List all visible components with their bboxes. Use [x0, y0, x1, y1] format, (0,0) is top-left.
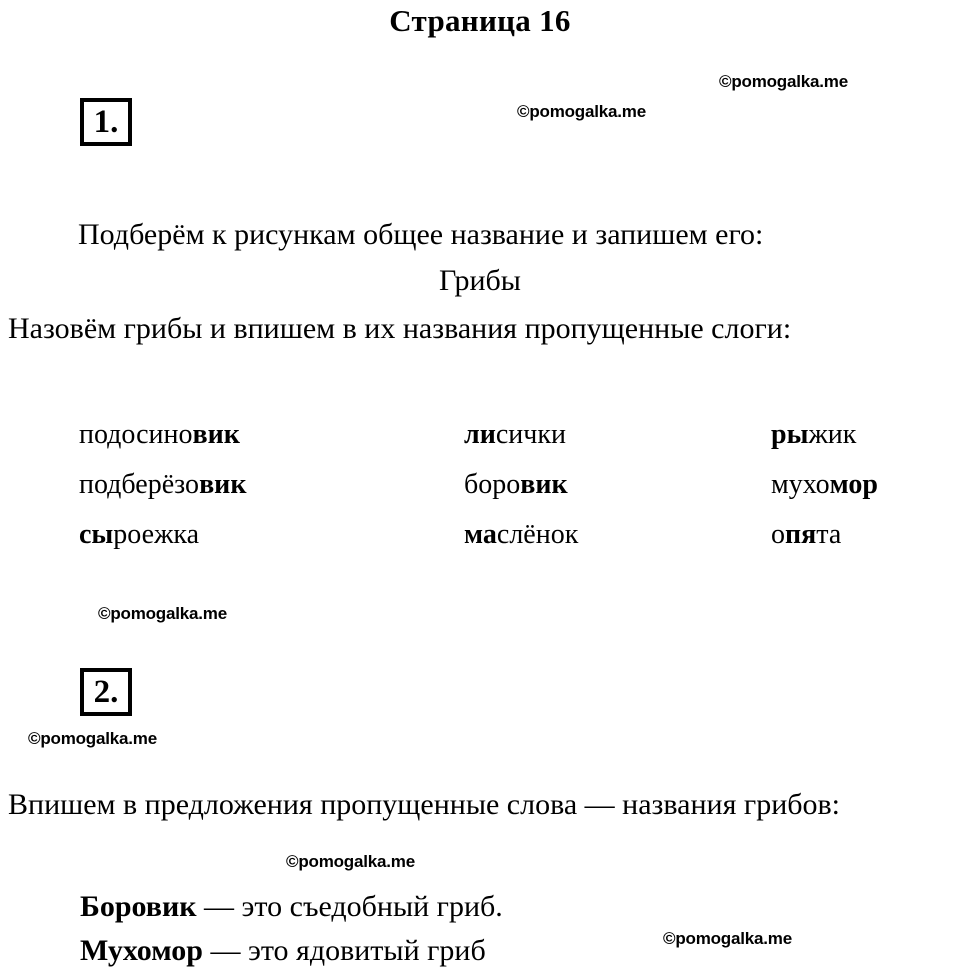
task-1-prompt-line-1: Подберём к рисункам общее название и запишем его:	[78, 218, 764, 251]
task-2-sentence: Боровик — это съедобный гриб.	[80, 890, 503, 923]
watermark: ©pomogalka.me	[286, 852, 415, 871]
word-cell: рыжик	[771, 419, 857, 450]
watermark: ©pomogalka.me	[98, 604, 227, 623]
word-cell: подберёзовик	[79, 469, 247, 500]
watermark: ©pomogalka.me	[28, 729, 157, 748]
word-row	[0, 467, 960, 517]
word-row	[0, 417, 960, 467]
word-cell: мухомор	[771, 469, 878, 500]
task-2-prompt-line-1: Впишем в предложения пропущенные слова — названия грибов:	[8, 788, 841, 821]
task-1-prompt-line-2: Назовём грибы и впишем в их названия пропущенные слоги:	[8, 312, 792, 345]
word-cell: лисички	[464, 419, 566, 450]
mushroom-word-grid	[0, 417, 960, 567]
watermark: ©pomogalka.me	[517, 102, 646, 121]
page-title: Страница 16	[389, 3, 571, 38]
word-cell: сыроежка	[79, 519, 200, 550]
word-cell: подосиновик	[79, 419, 240, 450]
watermark: ©pomogalka.me	[719, 72, 848, 91]
word-cell: маслёнок	[464, 519, 579, 550]
word-cell: боровик	[464, 469, 568, 500]
word-cell: опята	[771, 519, 842, 550]
exercise-number-box-2: 2.	[80, 668, 132, 716]
task-2-sentence: Мухомор — это ядовитый гриб	[80, 934, 486, 967]
exercise-number-box-1: 1.	[80, 98, 132, 146]
task-1-answer-common-name: Грибы	[439, 264, 521, 297]
word-row	[0, 517, 960, 567]
watermark: ©pomogalka.me	[663, 929, 792, 948]
